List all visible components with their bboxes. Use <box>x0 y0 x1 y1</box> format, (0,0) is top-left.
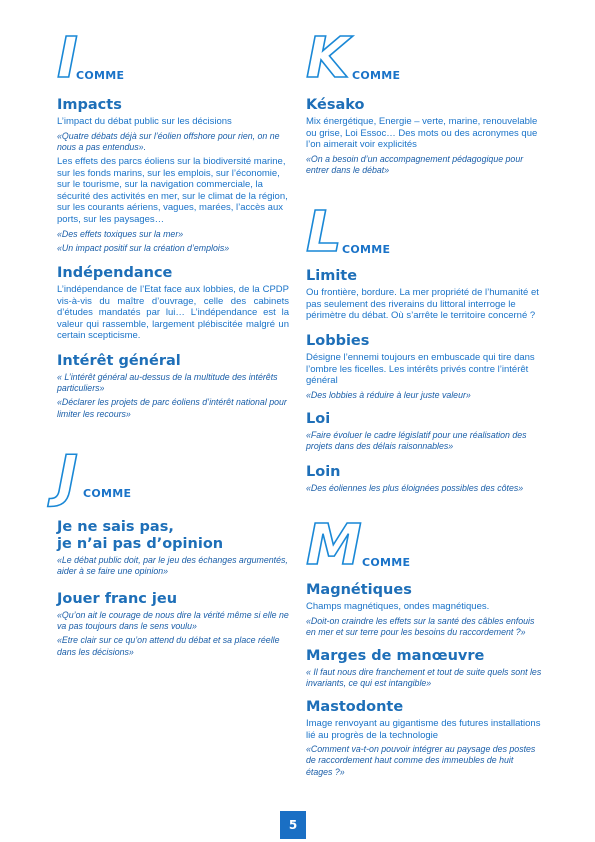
entry-title: Magnétiques <box>306 582 412 598</box>
entry-quote: «Des lobbies à réduire à leur juste valeur» <box>306 389 471 400</box>
section-letter-k: K <box>306 26 350 91</box>
entry-je-ne-sais-pas <box>57 519 289 580</box>
entry-title: Impacts <box>57 97 122 113</box>
entry-definition: Champs magnétiques, ondes magnétiques. <box>306 601 490 612</box>
entry-quote: «Doit-on craindre les effets sur la santé des câbles enfouis en mer et sur terre pour les besoins du raccordement ?» <box>306 615 535 637</box>
entry-title: Késako <box>306 97 365 113</box>
entry-title-line1: Je ne sais pas, <box>57 519 174 535</box>
section-header-m <box>306 513 426 578</box>
entry-loin <box>306 464 542 497</box>
entry-definition: Ou frontière, bordure. La mer propriété de l’humanité et pas seulement des riverains du littoral interroge le périmètre du débat. Où s’arrête le territoire concerné ? <box>306 287 539 322</box>
entry-mastodonte <box>306 699 542 781</box>
entry-marges-de-manoeuvre <box>306 648 542 692</box>
entry-title: Indépendance <box>57 265 173 281</box>
entry-quote: « L’intérêt général au-dessus de la multitude des intérêts particuliers» <box>57 372 278 394</box>
entry-definition: Image renvoyant au gigantisme des futures installations lié au progrès de la technologie <box>306 718 541 741</box>
entry-quote: « Il faut nous dire franchement et tout de suite quels sont les invariants, ce qui est intangible» <box>306 667 542 689</box>
entry-title-line2: je n’ai pas d’opinion <box>57 536 224 552</box>
section-header-k <box>306 26 426 91</box>
section-letter-m: M <box>306 513 362 578</box>
entry-quote: «Etre clair sur ce qu’on attend du débat et sa place réelle dans les décisions» <box>57 635 280 657</box>
entry-magnetiques <box>306 582 542 641</box>
section-comme-k: COMME <box>352 69 401 82</box>
section-header-i <box>57 26 177 91</box>
page-number: 5 <box>280 811 306 839</box>
section-comme-m: COMME <box>362 556 411 569</box>
section-comme-j: COMME <box>83 487 132 500</box>
entry-definition: L’impact du débat public sur les décisions <box>57 116 232 127</box>
section-header-j <box>57 444 177 509</box>
section-header-l <box>306 200 426 265</box>
entry-title: Loi <box>306 411 331 427</box>
section-letter-i: I <box>57 26 78 91</box>
entry-definition: Mix énergétique, Energie – verte, marine, renouvelable ou grise, Loi Essoc… Des mots ou des acronymes que l’on aimerait voir explicités <box>306 116 538 151</box>
entry-title: Lobbies <box>306 333 370 349</box>
entry-loi <box>306 411 542 455</box>
section-comme-i: COMME <box>76 69 125 82</box>
entry-jouer-franc-jeu <box>57 591 289 661</box>
entry-limite <box>306 268 542 325</box>
entry-definition: Désigne l’ennemi toujours en embuscade qui tire dans l’ombre les ficelles. Les intérêts privés contre l’intérêt général <box>306 352 535 387</box>
entry-title: Intérêt général <box>57 353 181 369</box>
entry-quote: «Qu’on ait le courage de nous dire la vérité même si elle ne va pas toujours dans le sens voulu» <box>57 610 289 632</box>
entry-impacts <box>57 97 289 257</box>
entry-kesako <box>306 97 542 179</box>
entry-quote: «Le débat public doit, par le jeu des échanges argumentés, aider à se faire une opinion» <box>57 555 288 577</box>
entry-quote: «Un impact positif sur la création d’emplois» <box>57 242 230 253</box>
section-letter-l: L <box>306 200 342 265</box>
section-comme-l: COMME <box>342 243 391 256</box>
entry-title: Mastodonte <box>306 699 404 715</box>
entry-title: Jouer franc jeu <box>57 591 178 607</box>
section-letter-j: J <box>57 444 78 509</box>
entry-quote: «Comment va-t-on pouvoir intégrer au paysage des postes de raccordement haut comme des immeubles de huit étages ?» <box>306 744 536 777</box>
entry-quote: «On a besoin d’un accompagnement pédagogique pour entrer dans le débat» <box>306 153 524 175</box>
entry-quote: «Faire évoluer le cadre législatif pour une réalisation des projets dans des délais raisonnables» <box>306 430 527 452</box>
entry-title: Limite <box>306 268 358 284</box>
entry-quote: «Des effets toxiques sur la mer» <box>57 228 184 239</box>
entry-definition: L’indépendance de l’Etat face aux lobbies, de la CPDP vis-à-vis du maître d’ouvrage, celle des cabinets d’études mandatés par lui… L’indépendance est la valeur qui rassemble, largement plébiscitée malgré un certain scepticisme. <box>57 284 289 342</box>
entry-quote: «Quatre débats déjà sur l’éolien offshore pour rien, on ne nous a pas entendus». <box>57 130 280 152</box>
entry-title: Marges de manœuvre <box>306 648 485 664</box>
entry-lobbies <box>306 333 542 404</box>
entry-independance <box>57 265 289 345</box>
entry-definition: Les effets des parcs éoliens sur la biodiversité marine, sur les fonds marins, sur les emplois, sur l’économie, sur le tourisme, sur la navigation commerciale, la sécurité des activités en mer, sur le climat de la région, sur les courants aériens, vagues, marées, l’accès aux ports, sur les paysages… <box>57 156 288 225</box>
entry-quote: «Déclarer les projets de parc éoliens d’intérêt national pour limiter les recours» <box>57 397 287 419</box>
entry-interet-general <box>57 353 289 423</box>
entry-quote: «Des éoliennes les plus éloignées possibles des côtes» <box>306 483 524 493</box>
entry-title: Loin <box>306 464 341 480</box>
